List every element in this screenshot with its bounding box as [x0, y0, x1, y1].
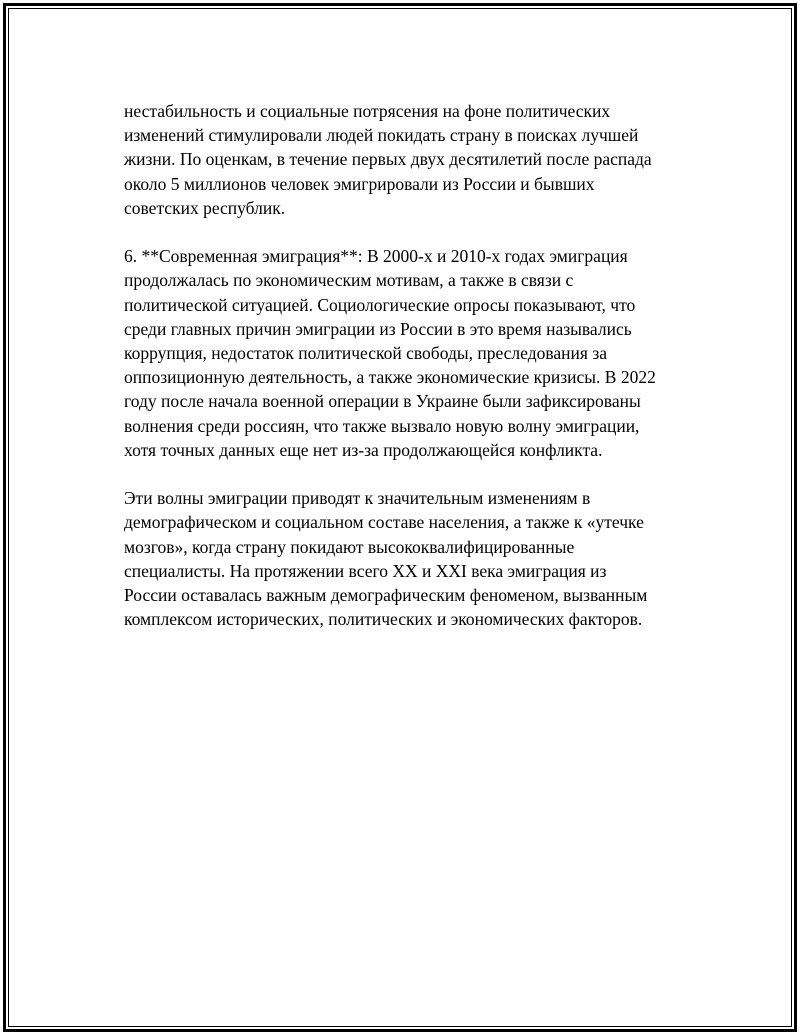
document-page: [3, 3, 797, 1032]
paragraph-conclusion: Эти волны эмиграции приводят к значительным изменениям в демографическом и социальном составе населения, а также к «утечке мозгов», когда страну покидают высококвалифицированные специалисты. На протяжении всего XX и XXI века эмиграция из России оставалась важным демографическим феноменом, вызванным комплексом исторических, политических и экономических факторов.: [124, 488, 648, 630]
document-body: [124, 99, 704, 656]
paragraph-continuation: нестабильность и социальные потрясения на фоне политических изменений стимулировали людей покидать страну в поисках лучшей жизни. По оценкам, в течение первых двух десятилетий после распада около 5 миллионов человек эмигрировали из России и бывших советских республик.: [124, 101, 652, 218]
paragraph-modern-emigration: 6. **Современная эмиграция**: В 2000-х и 2010-х годах эмиграция продолжалась по экономическим мотивам, а также в связи с политической ситуацией. Социологические опросы показывают, что среди главных причин эмиграции из России в это время назывались коррупция, недостаток политической свободы, преследования за оппозиционную деятельность, а также экономические кризисы. В 2022 году после начала военной операции в Украине были зафиксированы волнения среди россиян, что также вызвало новую волну эмиграции, хотя точных данных еще нет из-за продолжающейся конфликта.: [124, 246, 656, 460]
